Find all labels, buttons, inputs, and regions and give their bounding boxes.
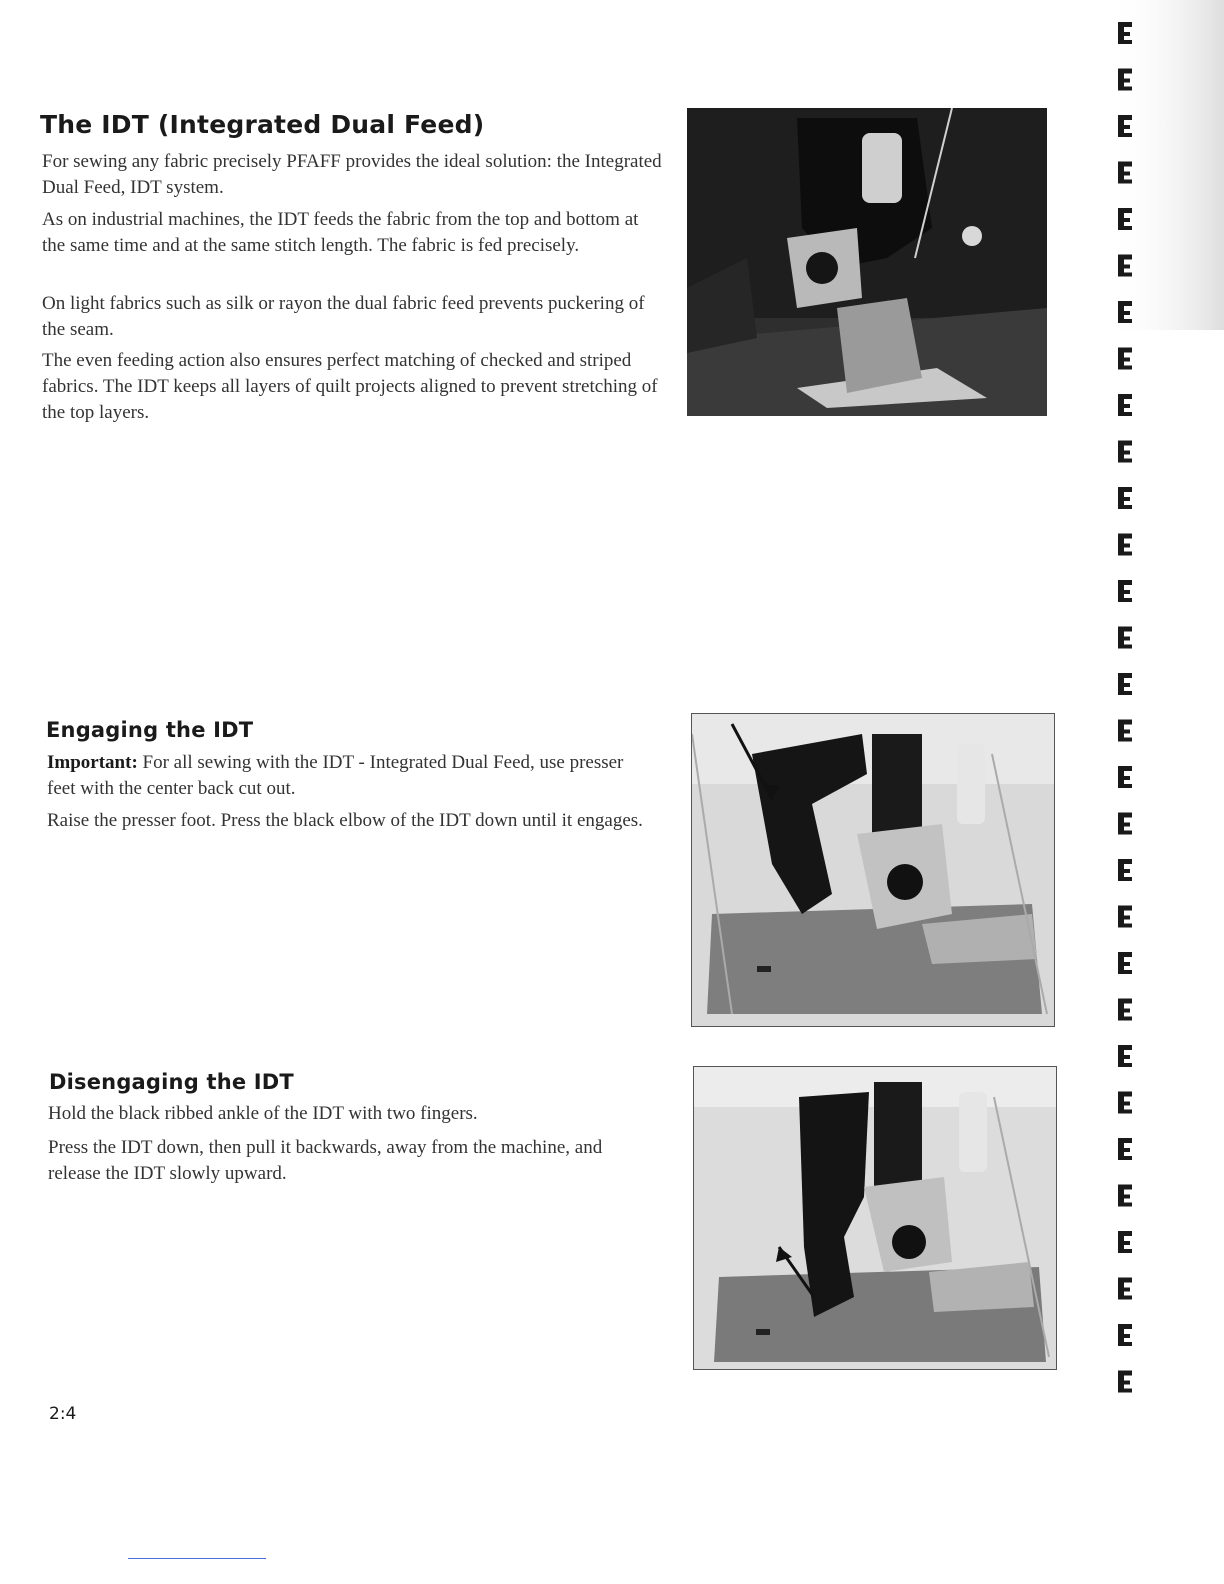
disengaging-section-title: Disengaging the IDT xyxy=(49,1070,294,1094)
page-number: 2:4 xyxy=(49,1404,77,1424)
binding-coil-icon xyxy=(1118,627,1132,649)
idt-section-title: The IDT (Integrated Dual Feed) xyxy=(40,110,485,139)
binding-coil-icon xyxy=(1118,1045,1132,1067)
idt-paragraph-1: For sewing any fabric precisely PFAFF provides the ideal solution: the Integrated Dual Feed, IDT system. xyxy=(42,151,662,198)
binding-coil-icon xyxy=(1118,720,1132,742)
binding-coil-icon xyxy=(1118,301,1132,323)
binding-coil-icon xyxy=(1118,952,1132,974)
binding-coil-icon xyxy=(1118,813,1132,835)
bottom-rule xyxy=(128,1558,266,1559)
engaging-idt-photo xyxy=(691,713,1055,1027)
binding-coil-icon xyxy=(1118,1092,1132,1114)
engaging-important-note xyxy=(47,750,647,802)
binding-coil-icon xyxy=(1118,1231,1132,1253)
binding-coil-icon xyxy=(1118,1185,1132,1207)
binding-coil-icon xyxy=(1118,115,1132,137)
idt-paragraph-2: As on industrial machines, the IDT feeds the fabric from the top and bottom at the same time and at the same stitch length. The fabric is fed precisely. xyxy=(42,209,639,256)
engaging-section-title: Engaging the IDT xyxy=(46,718,254,742)
idt-paragraph-3: On light fabrics such as silk or rayon the dual fabric feed prevents puckering of the seam. xyxy=(42,293,645,340)
important-label: Important: xyxy=(47,752,138,773)
binding-coil-icon xyxy=(1118,348,1132,370)
binding-coil-icon xyxy=(1118,1371,1132,1393)
important-text: For all sewing with the IDT - Integrated Dual Feed, use presser feet with the center back cut out. xyxy=(47,752,624,799)
binding-coil-icon xyxy=(1118,487,1132,509)
binding-coil-icon xyxy=(1118,534,1132,556)
binding-coil-icon xyxy=(1118,394,1132,416)
idt-presser-foot-photo xyxy=(687,108,1047,416)
binding-coil-icon xyxy=(1118,906,1132,928)
binding-coil-icon xyxy=(1118,162,1132,184)
spiral-binding xyxy=(1080,0,1224,1460)
binding-coil-icon xyxy=(1118,580,1132,602)
binding-coil-icon xyxy=(1118,22,1132,44)
disengaging-idt-photo xyxy=(693,1066,1057,1370)
binding-coil-icon xyxy=(1118,208,1132,230)
binding-coil-icon xyxy=(1118,1138,1132,1160)
binding-coil-icon xyxy=(1118,1324,1132,1346)
binding-coil-icon xyxy=(1118,859,1132,881)
binding-coil-icon xyxy=(1118,255,1132,277)
disengaging-paragraph-2: Press the IDT down, then pull it backwards, away from the machine, and release the IDT slowly upward. xyxy=(48,1137,603,1184)
engaging-paragraph-1: Raise the presser foot. Press the black elbow of the IDT down until it engages. xyxy=(47,810,643,831)
binding-coil-icon xyxy=(1118,1278,1132,1300)
binding-coil-icon xyxy=(1118,441,1132,463)
binding-coil-icon xyxy=(1118,999,1132,1021)
binding-coil-icon xyxy=(1118,766,1132,788)
binding-coil-icon xyxy=(1118,673,1132,695)
idt-paragraph-4: The even feeding action also ensures perfect matching of checked and striped fabrics. The IDT keeps all layers of quilt projects aligned to prevent stretching of the top layers. xyxy=(42,350,658,423)
binding-coil-icon xyxy=(1118,69,1132,91)
disengaging-paragraph-1: Hold the black ribbed ankle of the IDT with two fingers. xyxy=(48,1103,478,1124)
